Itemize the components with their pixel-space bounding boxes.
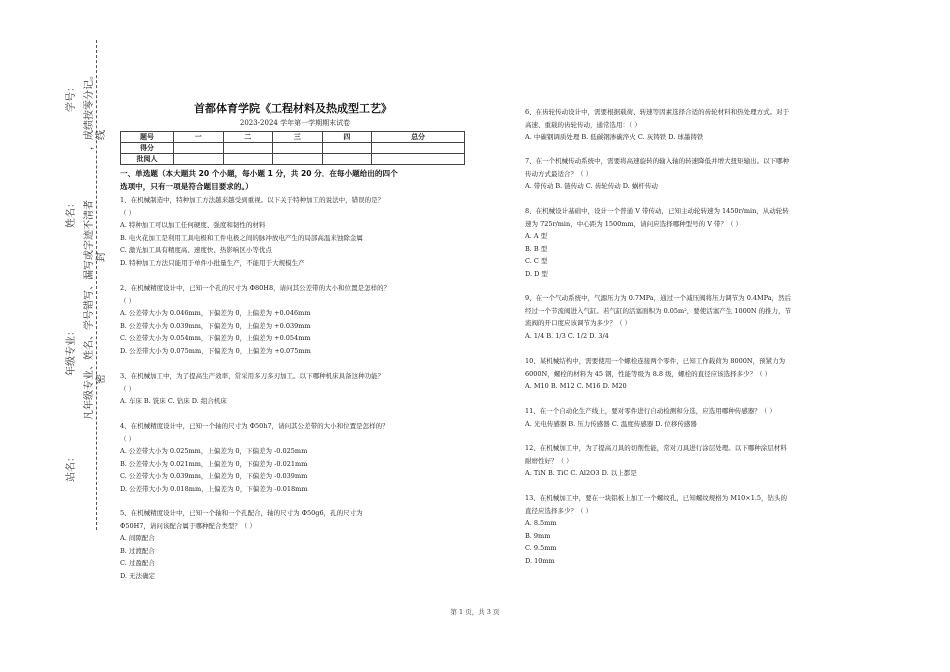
question-text: 6000N，螺栓的材料为 45 钢，性能等级为 8.8 级，螺栓的直径应该选择多少？（ ）	[525, 369, 772, 378]
score-cell[interactable]	[223, 143, 273, 154]
question-text: 12、在机械加工中，为了提高刀具的切削性能，常对刀具进行涂层处理。以下哪种涂层材料	[525, 444, 787, 452]
question-text: 高速、重载的齿轮传动，通常选用：（ ）	[525, 120, 641, 129]
binding-mark-seal-secret: 密	[96, 374, 107, 384]
option[interactable]: B. 过渡配合	[120, 546, 155, 555]
score-cell[interactable]	[372, 154, 465, 165]
question-text: 耐磨性好？（ ）	[525, 456, 573, 465]
question-6	[525, 106, 789, 144]
binding-mark-seal-line: 线	[96, 130, 107, 140]
option[interactable]: A. 间隙配合	[120, 534, 155, 542]
question-text: 6、在齿轮传动设计中，需要根据载荷、转速等因素选择合适的齿轮材料和热处理方式。对于	[525, 108, 790, 116]
option[interactable]: A. M10 B. M12 C. M16 D. M20	[525, 382, 627, 390]
question-text: 速为 725r/min，中心距为 1500mm，请问应选择哪种型号的 V 带？（ ）	[525, 219, 743, 228]
score-cell[interactable]	[322, 143, 372, 154]
question-text: 13、在机械加工中，要在一块铝板上加工一个螺纹孔，已知螺纹规格为 M10×1.5，钻头的	[525, 494, 788, 502]
question-13	[525, 492, 787, 567]
binding-student-id-label: 学号：	[66, 82, 77, 112]
option[interactable]: D. 公差带大小为 0.018mm，上偏差为 0，下偏差为 -0.018mm	[120, 484, 308, 493]
question-7	[525, 155, 789, 193]
question-10	[525, 355, 785, 393]
question-5	[120, 507, 363, 582]
option[interactable]: B. 电火花加工是利用工具电极和工件电极之间的脉冲放电产生的局部高温来蚀除金属	[120, 233, 363, 242]
option[interactable]: C. 公差带大小为 0.039mm，上偏差为 0，下偏差为 -0.039mm	[120, 472, 308, 480]
question-12	[525, 442, 787, 480]
binding-notice-part1: ，成绩按零分记。	[84, 70, 95, 150]
option[interactable]: A. A 型	[525, 232, 548, 240]
score-table-row	[121, 154, 465, 165]
question-1	[120, 194, 384, 269]
section-heading-line: 一、单选题（本大题共 20 个小题，每小题 1 分，共 20 分．在每小题给出的四个	[120, 169, 398, 178]
question-text: 8、在机械设计基础中，设计一个普通 V 带传动，已知主动轮转速为 1450r/min，从动轮转	[525, 207, 789, 215]
question-text: 7、在一个机械传动系统中，需要将高速旋转的输入轴的转速降低并增大扭矩输出。以下哪种	[525, 157, 790, 165]
option[interactable]: B. 公差带大小为 0.021mm，上偏差为 0，下偏差为 -0.021mm	[120, 459, 308, 468]
binding-mark-seal-cover: 封	[96, 252, 107, 262]
question-11	[525, 405, 776, 430]
question-text: 直径应选择多少？（ ）	[525, 506, 593, 515]
question-text: 2、在机械精度设计中，已知一个孔的尺寸为 Φ80H8，请问其公差带的大小和位置是怎样的？	[120, 284, 391, 292]
question-text: 11、在一个自动化生产线上，要对零件进行自动检测和分选，应选用哪种传感器？（ ）	[525, 407, 776, 415]
binding-major-label: 年级专业：	[66, 326, 77, 376]
score-header-cell: 四	[322, 132, 372, 143]
option[interactable]: D. 无法确定	[120, 571, 156, 580]
score-cell[interactable]	[174, 143, 224, 154]
option[interactable]: C. 9.5mm	[525, 544, 557, 552]
score-table-row	[121, 143, 465, 154]
question-4	[120, 420, 389, 495]
option[interactable]: D. 公差带大小为 0.075mm，下偏差为 0，上偏差为 +0.075mm	[120, 346, 311, 355]
question-2	[120, 282, 390, 357]
option[interactable]: C. C 型	[525, 257, 548, 265]
option[interactable]: D. 特种加工方法只能用于单件小批量生产，不能用于大规模生产	[120, 258, 305, 267]
question-text: 5、在机械精度设计中，已知一个轴和一个孔配合，轴的尺寸为 Φ50g6，孔的尺寸为	[120, 509, 363, 517]
question-text: 4、在机械精度设计中，已知一个轴的尺寸为 Φ50h7，请问其公差带的大小和位置是怎样的？	[120, 422, 389, 430]
score-cell[interactable]	[372, 143, 465, 154]
question-3	[120, 370, 384, 408]
score-row-label: 得分	[121, 143, 174, 154]
option[interactable]: C. 公差带大小为 0.054mm，下偏差为 0，上偏差为 +0.054mm	[120, 334, 311, 342]
question-text: 9、在一个气动系统中，气源压力为 0.7MPa，通过一个减压阀将压力调节为 0.4MPa，然后	[525, 294, 792, 302]
score-table	[120, 131, 465, 165]
exam-title: 首都体育学院《工程材料及热成型工艺》	[194, 102, 392, 115]
question-text: （ ）	[120, 434, 136, 443]
score-cell[interactable]	[273, 154, 323, 165]
exam-subtitle: 2023-2024 学年第一学期期末试卷	[239, 119, 351, 127]
score-cell[interactable]	[223, 154, 273, 165]
option[interactable]: A. TiN B. TiC C. Al2O3 D. 以上都是	[525, 469, 637, 477]
option[interactable]: C. 激光加工具有精度高、速度快、热影响区小等优点	[120, 246, 272, 254]
option[interactable]: A. 8.5mm	[525, 519, 557, 527]
binding-dashed-line	[96, 40, 97, 530]
question-text: 10、某机械结构中，需要使用一个螺栓连接两个零件，已知工作载荷为 8000N，预紧力为	[525, 357, 786, 365]
option[interactable]: B. B 型	[525, 244, 548, 253]
option[interactable]: A. 中碳钢调质处理 B. 低碳钢渗碳淬火 C. 灰铸铁 D. 球墨铸铁	[525, 133, 704, 141]
section-heading-line: 选项中，只有一项是符合题目要求的。）	[120, 182, 253, 191]
score-header-cell: 一	[174, 132, 224, 143]
score-cell[interactable]	[273, 143, 323, 154]
score-row-label: 批阅人	[121, 154, 174, 165]
question-text: 3、在机械加工中，为了提高生产效率，常采用多刀多刃加工。以下哪种机床具备这种功能？	[120, 372, 385, 380]
score-header-cell: 二	[223, 132, 273, 143]
option[interactable]: D. D 型	[525, 269, 548, 278]
question-text: 1、在机械制造中，特种加工方法越来越受到重视。以下关于特种加工的说法中，错误的是？	[120, 196, 385, 204]
score-cell[interactable]	[322, 154, 372, 165]
page-number: 第 1 页，共 3 页	[450, 608, 500, 616]
option[interactable]: A. 公差带大小为 0.046mm，下偏差为 0，上偏差为 +0.046mm	[120, 309, 311, 317]
section-heading	[120, 167, 470, 193]
option[interactable]: B. 公差带大小为 0.039mm，下偏差为 0，上偏差为 +0.039mm	[120, 321, 311, 330]
option[interactable]: A. 带传动 B. 链传动 C. 齿轮传动 D. 蜗杆传动	[525, 182, 658, 190]
option[interactable]: A. 公差带大小为 0.025mm，上偏差为 0，下偏差为 -0.025mm	[120, 447, 308, 455]
question-text: （ ）	[120, 384, 136, 393]
score-cell[interactable]	[174, 154, 224, 165]
binding-notice-part2: 凡年级专业、姓名、学号错写、漏写或字迹不清者	[84, 200, 95, 420]
option[interactable]: A. 特种加工可以加工任何硬度、强度和韧性的材料	[120, 221, 266, 229]
question-text: 流阀的开口度应该调节为多少？（ ）	[525, 319, 632, 327]
option[interactable]: D. 10mm	[525, 556, 555, 565]
question-text: 传动方式最适合？（ ）	[525, 169, 593, 178]
option[interactable]: C. 过盈配合	[120, 559, 155, 567]
binding-name-label: 姓名：	[66, 198, 77, 228]
score-table-header-row	[121, 132, 465, 143]
score-header-cell: 三	[273, 132, 323, 143]
question-9	[525, 292, 791, 342]
option[interactable]: A. 光电传感器 B. 压力传感器 C. 温度传感器 D. 位移传感器	[525, 419, 697, 428]
score-header-cell: 总分	[372, 132, 465, 143]
option[interactable]: A. 1/4 B. 1/3 C. 1/2 D. 3/4	[525, 331, 609, 340]
option[interactable]: B. 9mm	[525, 531, 551, 540]
question-8	[525, 205, 789, 280]
question-text: Φ50H7，请问该配合属于哪种配合类型？（ ）	[120, 521, 256, 530]
score-header-cell: 题号	[121, 132, 174, 143]
question-text: 经过一个节流阀进入气缸。若气缸的活塞面积为 0.05m²，要使活塞产生 1000N 的推力，节	[525, 306, 792, 315]
question-text: （ ）	[120, 296, 136, 305]
question-text: （ ）	[120, 208, 136, 217]
binding-site-label: 站名：	[66, 452, 77, 482]
option[interactable]: A. 车床 B. 铣床 C. 钻床 D. 组合机床	[120, 397, 227, 405]
